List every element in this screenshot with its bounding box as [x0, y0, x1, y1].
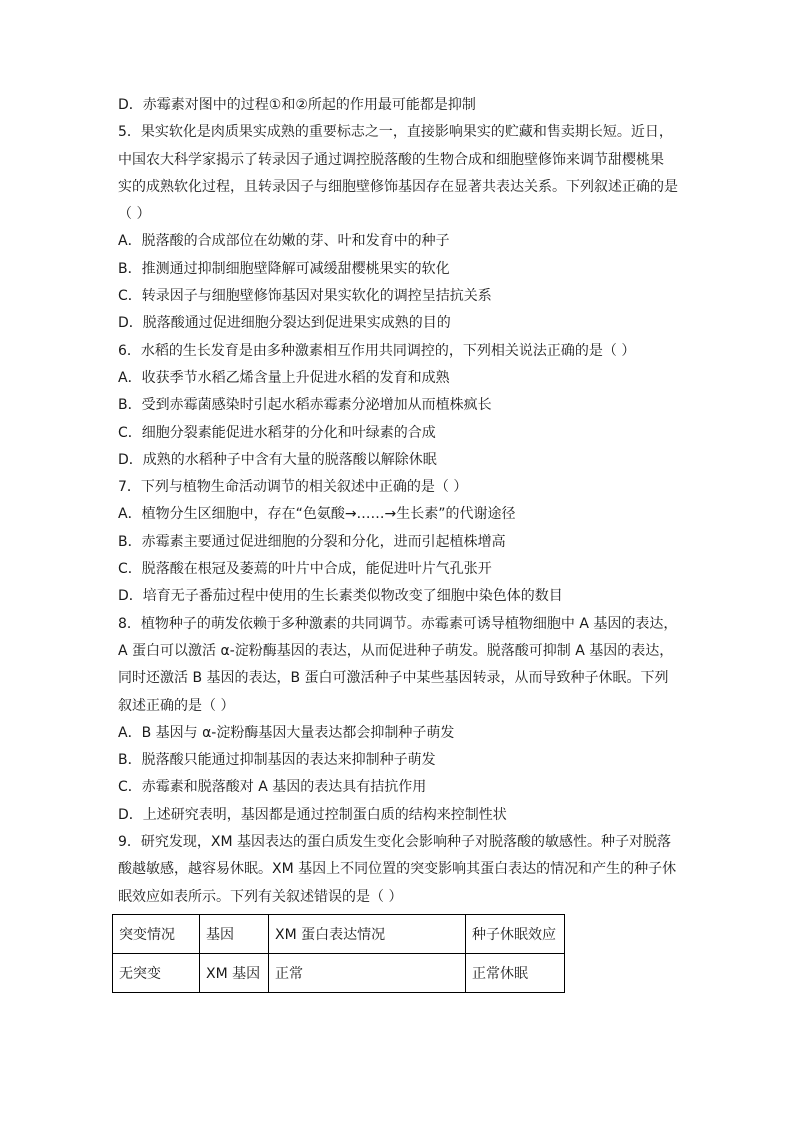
table-cell: 正常 [269, 954, 466, 993]
text-line: B．脱落酸只能通过抑制基因的表达来抑制种子萌发 [118, 752, 436, 769]
text-line: D．赤霉素对图中的过程①和②所起的作用最可能都是抑制 [118, 97, 476, 113]
text-line: 酸越敏感，越容易休眠。XM 基因上不同位置的突变影响其蛋白表达的情况和产生的种子休 [118, 861, 677, 878]
text-line: D．成熟的水稻种子中含有大量的脱落酸以解除休眠 [118, 451, 437, 468]
text-line: C．转录因子与细胞壁修饰基因对果实软化的调控呈拮抗关系 [118, 288, 492, 305]
text-line: 6．水稻的生长发育是由多种激素相互作用共同调控的，下列相关说法正确的是（ ） [118, 342, 636, 359]
text-line: C．细胞分裂素能促进水稻芽的分化和叶绿素的合成 [118, 424, 436, 441]
text-line: 叙述正确的是（ ） [118, 697, 235, 714]
text-line: C．脱落酸在根冠及萎蔫的叶片中合成，能促进叶片气孔张开 [118, 561, 492, 578]
text-line: B．赤霉素主要通过促进细胞的分裂和分化，进而引起植株增高 [118, 533, 506, 550]
table-cell: 正常休眠 [466, 954, 565, 993]
header-cell: 突变情况 [113, 915, 200, 954]
text-line: C．赤霉素和脱落酸对 A 基因的表达具有拮抗作用 [118, 779, 427, 796]
text-line: D．培育无子番茄过程中使用的生长素类似物改变了细胞中染色体的数目 [118, 588, 563, 605]
question-text [118, 92, 683, 911]
text-line: 7．下列与植物生命活动调节的相关叙述中正确的是（ ） [118, 479, 468, 496]
text-line: 眠效应如表所示。下列有关叙述错误的是（ ） [118, 888, 403, 905]
table-cell: 无突变 [113, 954, 200, 993]
text-line: B．受到赤霉菌感染时引起水稻赤霉素分泌增加从而植株疯长 [118, 397, 492, 414]
table-header-row [113, 915, 565, 954]
text-line: 同时还激活 B 基因的表达，B 蛋白可激活种子中某些基因转录，从而导致种子休眠。下列 [118, 670, 669, 687]
text-line: 9．研究发现，XM 基因表达的蛋白质发生变化会影响种子对脱落酸的敏感性。种子对脱落 [118, 834, 672, 851]
text-line: A．脱落酸的合成部位在幼嫩的芽、叶和发育中的种子 [118, 233, 450, 250]
table-cell: XM 基因 [200, 954, 269, 993]
text-line: A．植物分生区细胞中，存在“色氨酸→……→生长素”的代谢途径 [118, 506, 516, 523]
text-line: A．收获季节水稻乙烯含量上升促进水稻的发育和成熟 [118, 369, 450, 386]
header-cell: 种子休眠效应 [466, 915, 565, 954]
text-line: 中国农大科学家揭示了转录因子通过调控脱落酸的生物合成和细胞壁修饰来调节甜樱桃果 [118, 151, 664, 168]
text-line: 5．果实软化是肉质果实成熟的重要标志之一，直接影响果实的贮藏和售卖期长短。近日， [118, 124, 673, 141]
text-line: B．推测通过抑制细胞壁降解可减缓甜樱桃果实的软化 [118, 260, 450, 277]
text-line: 8．植物种子的萌发依赖于多种激素的共同调节。赤霉素可诱导植物细胞中 A 基因的表达， [118, 615, 678, 632]
table-row [113, 954, 565, 993]
header-cell: 基因 [200, 915, 269, 954]
text-line: A 蛋白可以激活 α-淀粉酶基因的表达，从而促进种子萌发。脱落酸可抑制 A 基因的表达， [118, 642, 674, 659]
text-line: 实的成熟软化过程，且转录因子与细胞壁修饰基因存在显著共表达关系。下列叙述正确的是 [118, 178, 678, 195]
text-line: D．脱落酸通过促进细胞分裂达到促进果实成熟的目的 [118, 315, 451, 332]
text-line: D．上述研究表明，基因都是通过控制蛋白质的结构来控制性状 [118, 806, 507, 823]
header-cell: XM 蛋白表达情况 [269, 915, 466, 954]
text-line: （ ） [118, 206, 151, 223]
mutation-table [112, 914, 565, 993]
text-line: A．B 基因与 α-淀粉酶基因大量表达都会抑制种子萌发 [118, 724, 455, 741]
